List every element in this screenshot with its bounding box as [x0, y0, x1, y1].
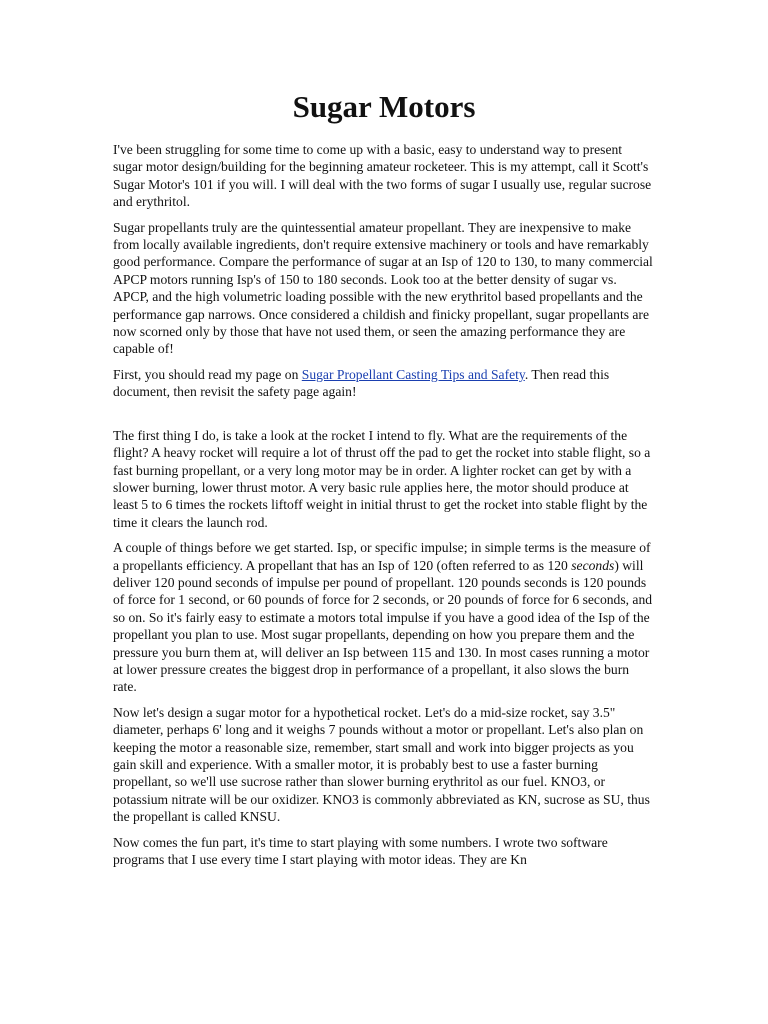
paragraph-hypothetical-rocket: Now let's design a sugar motor for a hypothetical rocket. Let's do a mid-size rocket, say 3.5" diameter, perhaps 6' long and it weighs 7 pounds without a motor or propellant. Let's also plan on keeping the motor a reasonable size, remember, start small and work into bigger projects as you gain skill and experience. With a smaller motor, it is probably best to use a faster burning propellant, so we'll use sucrose rather than slower burning erythritol as our fuel. KNO3, or potassium nitrate will be our oxidizer. KNO3 is commonly abbreviated as KN, sucrose as SU, thus the propellant is called KNSU.: [113, 704, 650, 825]
paragraph-isp-text-before: A couple of things before we get started. Isp, or specific impulse; in simple terms is the measure of a propellants efficiency. A propellant that has an Isp of 120 (often referred to as 120: [113, 540, 651, 573]
page-title: Sugar Motors: [292, 89, 476, 124]
paragraph-isp-emphasis: seconds: [571, 557, 615, 573]
paragraph-isp-text-after: ) will deliver 120 pound seconds of impulse per pound of propellant. 120 pounds seconds is 120 pounds of force for 1 second, or 60 pounds of force for 2 seconds, or 20 pounds of force for 6 seconds, and so on. So it's fairly easy to estimate a motors total impulse if you have a good idea of the Isp of the propellant you plan to use. Most sugar propellants, depending on how you prepare them and the pressure you burn them at, will deliver an Isp between 115 and 130. In most cases running a motor at lower pressure creates the biggest drop in performance of a propellant, it also slows the burn rate.: [113, 557, 653, 695]
safety-page-link[interactable]: Sugar Propellant Casting Tips and Safety: [301, 366, 525, 382]
paragraph-rocket-requirements: The first thing I do, is take a look at the rocket I intend to fly. What are the requirements of the flight? A heavy rocket will require a lot of thrust off the pad to get the rocket into stable flight, so a fast burning propellant, or a very long motor may be in order. A lighter rocket can get by with a slower burning, lower thrust motor. A very basic rule applies here, the motor should produce at least 5 to 6 times the rockets liftoff weight in initial thrust to get the rocket into stable flight by the time it clears the launch rod.: [113, 427, 651, 530]
paragraph-safety-text-before: First, you should read my page on: [113, 366, 302, 382]
paragraph-safety-text-after: . Then read this document, then revisit the safety page again!: [113, 366, 610, 400]
document-body: [113, 141, 653, 876]
paragraph-intro: I've been struggling for some time to come up with a basic, easy to understand way to present sugar motor design/building for the beginning amateur rocketeer. This is my attempt, call it Scott's Sugar Motor's 101 if you will. I will deal with the two forms of sugar I usually use, regular sucrose and erythritol.: [113, 142, 652, 210]
paragraph-numbers: Now comes the fun part, it's time to start playing with some numbers. I wrote two software programs that I use every time I start playing with motor ideas. They are Kn: [113, 834, 608, 868]
paragraph-specific-impulse: [113, 539, 653, 696]
paragraph-sugar-propellants: Sugar propellants truly are the quintessential amateur propellant. They are inexpensive to make from locally available ingredients, don't require extensive machinery or tools and have remarkably good performance. Compare the performance of sugar at an Isp of 120 to 130, to many commercial APCP motors running Isp's of 150 to 180 seconds. Look too at the better density of sugar vs. APCP, and the high volumetric loading possible with the new erythritol based propellants and the performance gap narrows. Once considered a childish and finicky propellant, sugar propellants are now scorned only by those that have not used them, or seen the amazing performance they are capable of!: [113, 219, 653, 357]
paragraph-safety-reading: [113, 366, 653, 401]
